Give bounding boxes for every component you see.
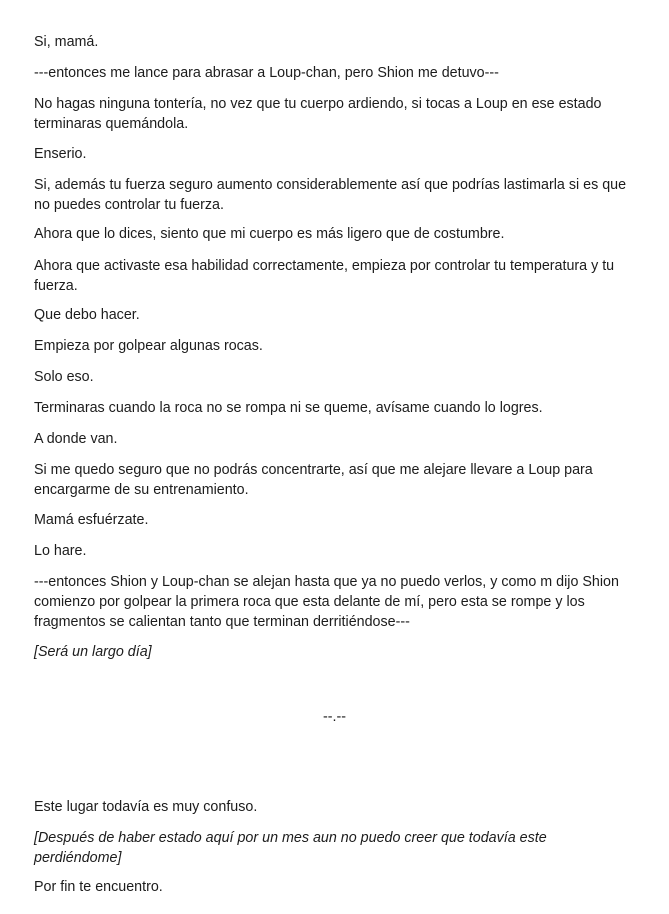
scene-separator: --.--: [322, 709, 347, 725]
paragraph-13: Si me quedo seguro que no podrás concentrarte, así que me alejare llevare a Loup para encargarme de su entrenamiento.: [34, 462, 593, 498]
paragraph-2: ---entonces me lance para abrasar a Loup-chan, pero Shion me detuvo---: [34, 65, 499, 81]
paragraph-3: No hagas ninguna tontería, no vez que tu cuerpo ardiendo, si tocas a Loup en ese estado terminaras quemándola.: [34, 96, 602, 132]
paragraph-8: Que debo hacer.: [34, 307, 140, 323]
paragraph-14: Mamá esfuérzate.: [34, 512, 149, 528]
paragraph-18: Por fin te encuentro.: [34, 879, 163, 895]
paragraph-12: A donde van.: [34, 431, 118, 447]
paragraph-17: Este lugar todavía es muy confuso.: [34, 799, 258, 815]
italic-thought-1: [Será un largo día]: [34, 644, 152, 660]
paragraph-1: Si, mamá.: [34, 34, 99, 50]
paragraph-4: Enserio.: [34, 146, 87, 162]
paragraph-11: Terminaras cuando la roca no se rompa ni se queme, avísame cuando lo logres.: [34, 400, 543, 416]
italic-thought-2: [Después de haber estado aquí por un mes aun no puedo creer que todavía este perdiéndome]: [34, 830, 547, 866]
paragraph-5: Si, además tu fuerza seguro aumento considerablemente así que podrías lastimarla si es que no puedes controlar tu fuerza.: [34, 177, 627, 213]
paragraph-6: Ahora que lo dices, siento que mi cuerpo es más ligero que de costumbre.: [34, 226, 505, 242]
paragraph-10: Solo eso.: [34, 369, 94, 385]
paragraph-15: Lo hare.: [34, 543, 87, 559]
paragraph-16: ---entonces Shion y Loup-chan se alejan hasta que ya no puedo verlos, y como m dijo Shion comienzo por golpear la primera roca que esta delante de mí, pero esta se rompe y los fragmentos se calientan tanto que terminan derritiéndose---: [34, 574, 619, 630]
paragraph-9: Empieza por golpear algunas rocas.: [34, 338, 263, 354]
paragraph-7: Ahora que activaste esa habilidad correctamente, empieza por controlar tu temperatura y tu fuerza.: [34, 258, 615, 294]
